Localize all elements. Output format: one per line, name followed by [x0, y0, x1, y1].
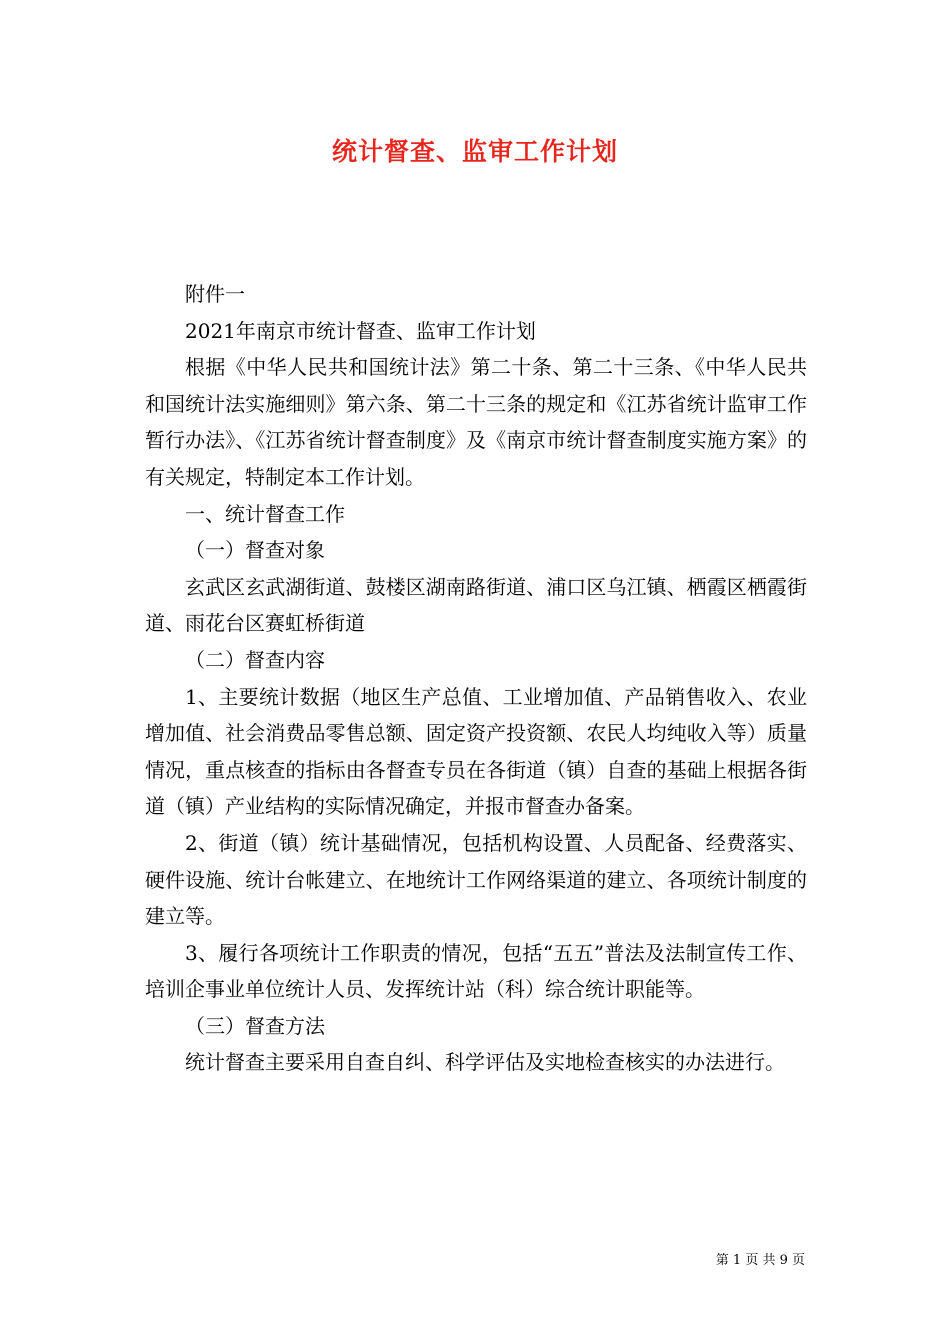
- subsection-heading-method: （三）督查方法: [185, 1013, 325, 1038]
- paragraph-plan-heading: 2021年南京市统计督查、监审工作计划: [185, 318, 536, 343]
- paragraph-content-item-1: 1、主要统计数据（地区生产总值、工业增加值、产品销售收入、农业增加值、社会消费品零售总额、固定资产投资额、农民人均纯收入等）质量情况，重点核查的指标由各督查专员在各街道（镇）自查的基础上根据各街道（镇）产业结构的实际情况确定，并报市督查办备案。: [145, 684, 807, 819]
- document-body: [145, 276, 807, 1081]
- subsection-heading-targets: （一）督查对象: [185, 538, 325, 563]
- paragraph-content-item-2: 2、街道（镇）统计基础情况，包括机构设置、人员配备、经费落实、硬件设施、统计台帐建立、在地统计工作网络渠道的建立、各项统计制度的建立等。: [145, 830, 807, 929]
- document-title: 统计督查、监审工作计划: [331, 137, 618, 166]
- paragraph-content-item-3: 3、履行各项统计工作职责的情况，包括“五五”普法及法制宣传工作、培训企事业单位统计人员、发挥统计站（科）综合统计职能等。: [145, 940, 807, 1002]
- section-heading-supervision: 一、统计督查工作: [185, 501, 345, 526]
- page-number-footer: 第 1 页 共 9 页: [715, 1253, 805, 1268]
- paragraph-basis: 根据《中华人民共和国统计法》第二十条、第二十三条、《中华人民共和国统计法实施细则》第六条、第二十三条的规定和《江苏省统计监审工作暂行办法》、《江苏省统计督查制度》及《南京市统计督查制度实施方案》的有关规定，特制定本工作计划。: [145, 355, 807, 489]
- paragraph-attachment-label: 附件一: [185, 282, 245, 306]
- paragraph-method: 统计督查主要采用自查自纠、科学评估及实地检查核实的办法进行。: [185, 1050, 785, 1075]
- paragraph-targets: 玄武区玄武湖街道、鼓楼区湖南路街道、浦口区乌江镇、栖霞区栖霞街道、雨花台区赛虹桥街道: [145, 574, 807, 636]
- subsection-heading-content: （二）督查内容: [185, 647, 325, 672]
